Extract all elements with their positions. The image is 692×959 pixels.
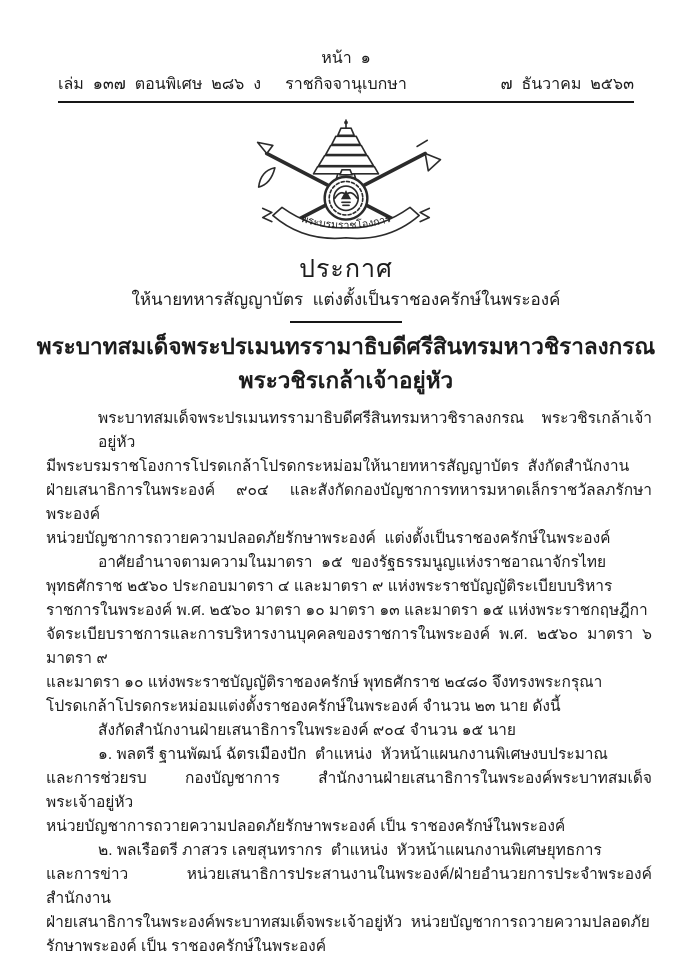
text-line: โปรดเกล้าโปรดกระหม่อมแต่งตั้งราชองครักษ์ในพระองค์ จำนวน ๒๓ นาย ดังนี้ xyxy=(46,698,561,715)
text-line: อาศัยอำนาจตามความในมาตรา ๑๕ ของรัฐธรรมนูญแห่งราชอาณาจักรไทย xyxy=(98,554,607,571)
emblem-ribbon-text: พระบรมราชโองการ xyxy=(299,212,393,232)
text-line: จัดระเบียบราชการและการบริหารงานบุคคลของราชการในพระองค์ พ.ศ. ๒๕๖๐ มาตรา ๖ มาตรา ๙ xyxy=(46,626,657,667)
text-line: ฝ่ายเสนาธิการในพระองค์ ๙๐๔ และสังกัดกองบัญชาการทหารมหาดเล็กราชวัลลภรักษาพระองค์ xyxy=(46,482,652,523)
text-line: และการช่วยรบ กองบัญชาการ สำนักงานฝ่ายเสนาธิการในพระองค์พระบาทสมเด็จพระเจ้าอยู่หัว xyxy=(46,770,652,811)
text-line: พระบาทสมเด็จพระปรเมนทรรามาธิบดีศรีสินทรมหาวชิราลงกรณ พระวชิรเกล้าเจ้าอยู่หัว xyxy=(98,410,652,451)
text-line: หน่วยบัญชาการถวายความปลอดภัยรักษาพระองค์ เป็น ราชองครักษ์ในพระองค์ xyxy=(46,818,566,835)
paragraph-item-1 xyxy=(46,743,652,839)
gazette-name: ราชกิจจานุเบกษา xyxy=(285,76,407,93)
text-line: ๑. พลตรี ฐานพัฒน์ ฉัตรเมืองปัก ตำแหน่ง หัวหน้าแผนกงานพิเศษงบประมาณ xyxy=(98,746,608,763)
text-line: รักษาพระองค์ เป็น ราชองครักษ์ในพระองค์ xyxy=(46,938,327,955)
text-line: หน่วยบัญชาการถวายความปลอดภัยรักษาพระองค์ แต่งตั้งเป็นราชองครักษ์ในพระองค์ xyxy=(46,530,611,547)
paragraph-item-2 xyxy=(46,839,657,959)
paragraph-legal-basis xyxy=(46,551,657,719)
text-line: ราชการในพระองค์ พ.ศ. ๒๕๖๐ มาตรา ๑๐ มาตรา ๑๓ และมาตรา ๑๕ แห่งพระราชกฤษฎีกา xyxy=(46,602,648,619)
header-meta-row xyxy=(58,74,634,96)
text-line: และการข่าว หน่วยเสนาธิการประสานงานในพระองค์/ฝ่ายอำนวยการประจำพระองค์ สำนักงาน xyxy=(46,866,657,907)
issue-date: ๗ ธันวาคม ๒๕๖๓ xyxy=(500,76,634,93)
proclamation-title: ประกาศ xyxy=(299,255,393,283)
title-divider xyxy=(290,321,402,323)
document-body xyxy=(46,407,657,959)
text-line: พุทธศักราช ๒๕๖๐ ประกอบมาตรา ๔ และมาตรา ๙ แห่งพระราชบัญญัติระเบียบบริหาร xyxy=(46,578,613,595)
text-line: มีพระบรมราชโองการโปรดเกล้าโปรดกระหม่อมให้นายทหารสัญญาบัตร สังกัดสำนักงาน xyxy=(46,458,630,475)
text-line: สังกัดสำนักงานฝ่ายเสนาธิการในพระองค์ ๙๐๔ จำนวน ๑๕ นาย xyxy=(98,722,516,739)
text-line: ๒. พลเรือตรี ภาสวร เลขสุนทรากร ตำแหน่ง หัวหน้าแผนกงานพิเศษยุทธการ xyxy=(98,842,602,859)
royal-command-emblem-icon xyxy=(244,119,448,247)
volume-label: เล่ม ๑๓๗ ตอนพิเศษ ๒๘๖ ง xyxy=(58,76,262,93)
royal-name-heading xyxy=(0,330,692,398)
page-number-label: หน้า ๑ xyxy=(321,50,371,67)
royal-name-line-1: พระบาทสมเด็จพระปรเมนทรรามาธิบดีศรีสินทรมหาวชิราลงกรณ xyxy=(36,334,656,359)
text-line: และมาตรา ๑๐ แห่งพระราชบัญญัติราชองครักษ์ พุทธศักราช ๒๔๘๐ จึงทรงพระกรุณา xyxy=(46,674,603,691)
header-divider xyxy=(58,101,634,103)
proclamation-subtitle: ให้นายทหารสัญญาบัตร แต่งตั้งเป็นราชองครักษ์ในพระองค์ xyxy=(131,290,561,309)
royal-name-line-2: พระวชิรเกล้าเจ้าอยู่หัว xyxy=(238,368,454,393)
paragraph-unit-heading xyxy=(46,719,652,743)
paragraph-preamble xyxy=(46,407,652,551)
text-line: ฝ่ายเสนาธิการในพระองค์พระบาทสมเด็จพระเจ้าอยู่หัว หน่วยบัญชาการถวายความปลอดภัย xyxy=(46,914,650,931)
